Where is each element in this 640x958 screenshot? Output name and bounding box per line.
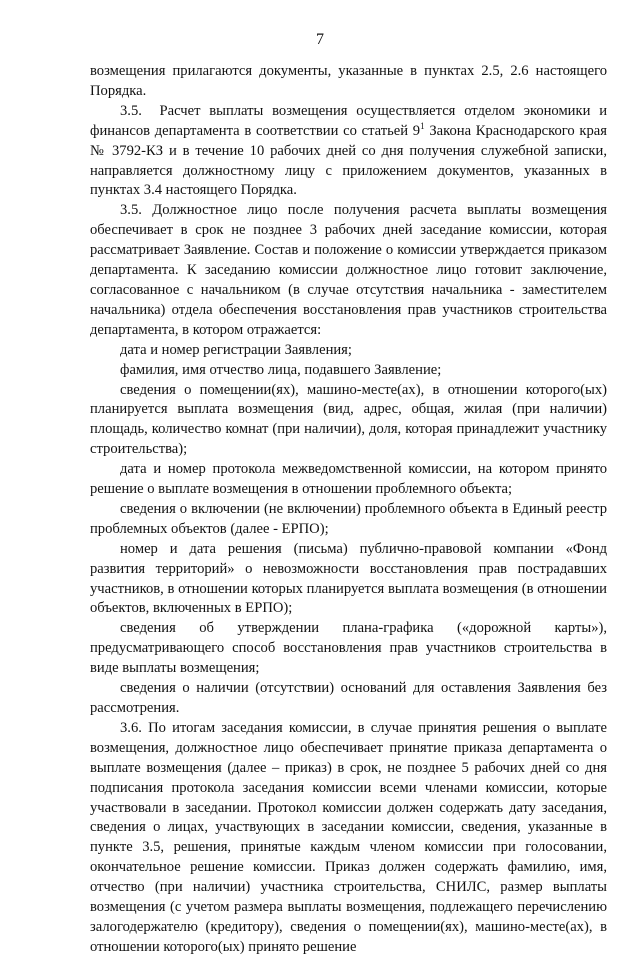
page-number: 7 — [316, 31, 324, 48]
paragraph-3-5-text-end: Закона Краснодарского края № 3792-КЗ и в течение 10 рабочих дней со дня получения служебной записки, направляется должностному лицу с приложением документов, указанных в пунктах 3.4 настоящего Порядка. — [90, 122, 607, 199]
document-body — [90, 62, 607, 958]
list-item-erpo: сведения о включении (не включении) проблемного объекта в Единый реестр проблемных объектов (далее - ЕРПО); — [90, 500, 607, 537]
list-item-registration: дата и номер регистрации Заявления; — [120, 341, 352, 358]
paragraph-3-6: 3.6. По итогам заседания комиссии, в случае принятия решения о выплате возмещения, должностное лицо обеспечивает принятие приказа департамента о выплате возмещения (далее – приказ) в срок, не позднее 5 рабочих дней со дня подписания протокола заседания комиссии всеми членами комиссии, которые участвовали в заседании. Протокол комиссии должен содержать дату заседания, сведения о лицах, участвующих в заседании комиссии, сведения, указанные в пункте 3.5, решения, принятые каждым членом комиссии при голосовании, окончательное решение комиссии. Приказ должен содержать фамилию, имя, отчество (при наличии) участника строительства, СНИЛС, размер выплаты возмещения (с учетом размера выплаты возмещения, подлежащего перечислению залогодержателю (кредитору), сведения о помещении(ях), машино-месте(ах), в отношении которого(ых) принято решение — [90, 719, 607, 955]
list-item-roadmap: сведения об утверждении плана-графика («дорожной карты»), предусматривающего способ восстановления прав участников строительства в виде выплаты возмещения; — [90, 620, 607, 677]
paragraph-continuation: возмещения прилагаются документы, указанные в пунктах 2.5, 2.6 настоящего Порядка. — [90, 63, 607, 99]
list-item-fund-decision: номер и дата решения (письма) публично-правовой компании «Фонд развития территорий» о невозможности восстановления прав пострадавших участников, в отношении которых планируется выплата возмещения (в отношении объектов, включенных в ЕРПО); — [90, 540, 607, 617]
list-item-applicant-name: фамилия, имя отчество лица, подавшего Заявление; — [120, 361, 442, 378]
paragraph-3-5-text-start: 3.5. Расчет выплаты возмещения осуществляется отделом экономики и финансов департамента в соответствии со статьей 9 — [90, 102, 607, 139]
paragraph-3-5-calculation — [90, 102, 607, 202]
list-item-protocol: дата и номер протокола межведомственной комиссии, на котором принято решение о выплате возмещения в отношении проблемного объекта; — [90, 461, 607, 498]
list-item-grounds: сведения о наличии (отсутствии) оснований для оставления Заявления без рассмотрения. — [90, 680, 607, 716]
article-superscript: 1 — [420, 120, 425, 131]
list-item-premises: сведения о помещении(ях), машино-месте(ах), в отношении которого(ых) планируется выплата возмещения (вид, адрес, общая, жилая (при наличии) площадь, количество комнат (при наличии), доля, которая принадлежит участнику строительства); — [90, 381, 607, 458]
paragraph-3-5-commission: 3.5. Должностное лицо после получения расчета выплаты возмещения обеспечивает в срок не позднее 3 рабочих дней заседание комиссии, которая рассматривает Заявление. Состав и положение о комиссии утверждается приказом департамента. К заседанию комиссии должностное лицо готовит заключение, согласованное с начальником (в случае отсутствия начальника - заместителем начальника) отдела обеспечения восстановления прав участников строительства департамента, в котором отражается: — [90, 202, 607, 338]
